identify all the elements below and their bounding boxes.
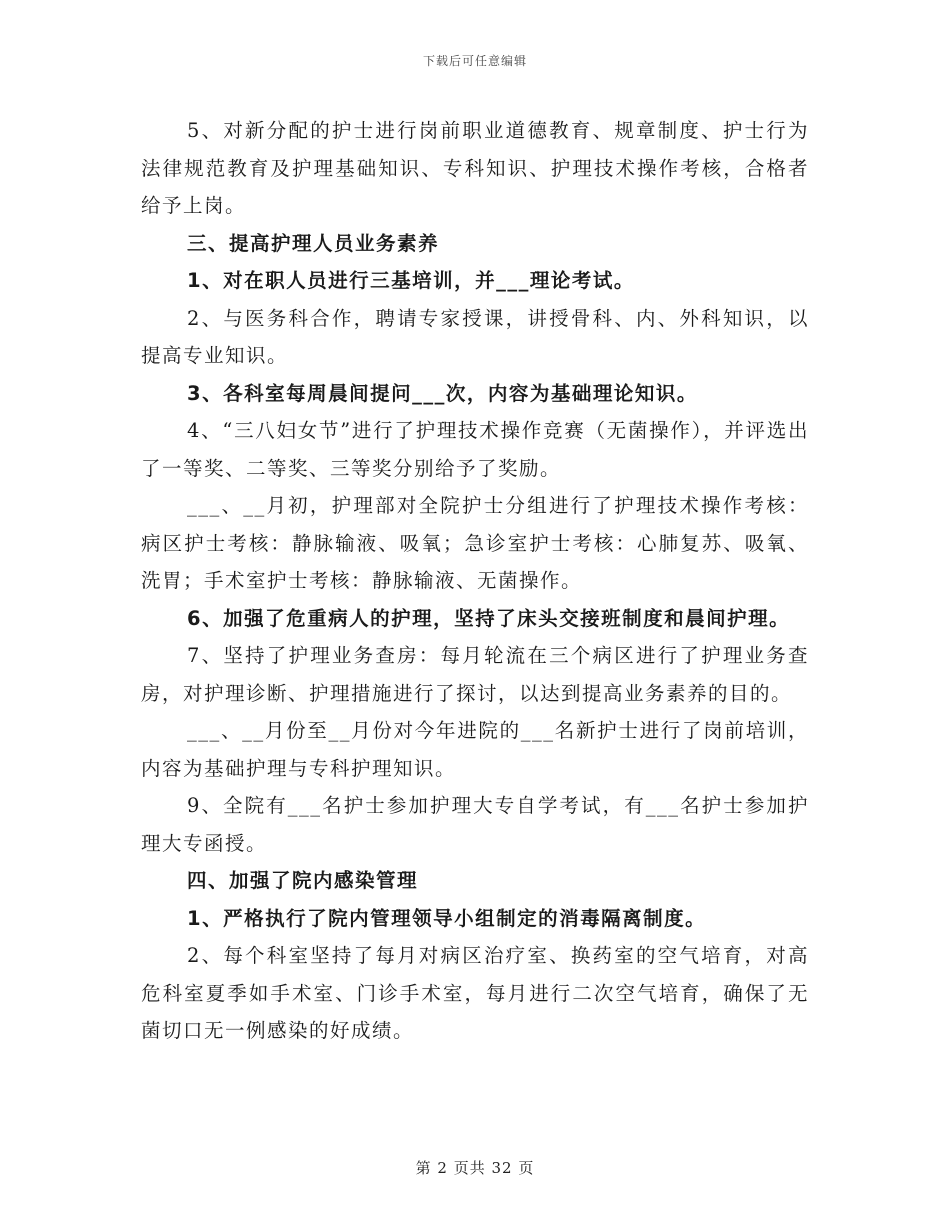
page-header-note: 下载后可任意编辑 [422,54,527,68]
paragraph-new-nurse-training: ___、__月份至__月份对今年进院的___名新护士进行了岗前培训，内容为基础护理与专科护理知识。 [141,719,809,780]
section-heading-4: 四、加强了院内感染管理 [187,869,419,892]
paragraph-item-4-competition: 4、“三八妇女节”进行了护理技术操作竞赛（无菌操作），并评选出了一等奖、二等奖、三等奖分别给予了奖励。 [141,419,809,480]
paragraph-item-2-lectures: 2、与医务科合作，聘请专家授课，讲授骨科、内、外科知识，以提高专业知识。 [141,306,809,367]
page-number: 第 2 页共 32 页 [415,1159,535,1177]
paragraph-item-3-morning-quiz: 3、各科室每周晨间提问___次，内容为基础理论知识。 [187,381,698,405]
paragraph-item-6-critical-care: 6、加强了危重病人的护理，坚持了床头交接班制度和晨间护理。 [187,606,791,630]
paragraph-item-1-disinfection: 1、严格执行了院内管理领导小组制定的消毒隔离制度。 [187,906,707,930]
paragraph-item-1-training: 1、对在职人员进行三基培训，并___理论考试。 [187,269,635,292]
section-heading-3: 三、提高护理人员业务素养 [187,231,440,255]
paragraph-skill-assessment: ___、__月初，护理部对全院护士分组进行了护理技术操作考核：病区护士考核：静脉输液、吸氧；急诊室护士考核：心肺复苏、吸氧、洗胃；手术室护士考核：静脉输液、无菌操作。 [141,494,809,592]
paragraph-item-2-air-culture: 2、每个科室坚持了每月对病区治疗室、换药室的空气培育，对高危科室夏季如手术室、门诊手术室，每月进行二次空气培育，确保了无菌切口无一例感染的好成绩。 [141,944,809,1042]
paragraph-item-9-exams: 9、全院有___名护士参加护理大专自学考试，有___名护士参加护理大专函授。 [141,794,809,855]
paragraph-item-5: 5、对新分配的护士进行岗前职业道德教育、规章制度、护士行为法律规范教育及护理基础知识、专科知识、护理技术操作考核，合格者给予上岗。 [141,119,809,217]
paragraph-item-7-ward-rounds: 7、坚持了护理业务查房：每月轮流在三个病区进行了护理业务查房，对护理诊断、护理措施进行了探讨，以达到提高业务素养的目的。 [141,644,809,705]
document-body [141,112,809,1050]
